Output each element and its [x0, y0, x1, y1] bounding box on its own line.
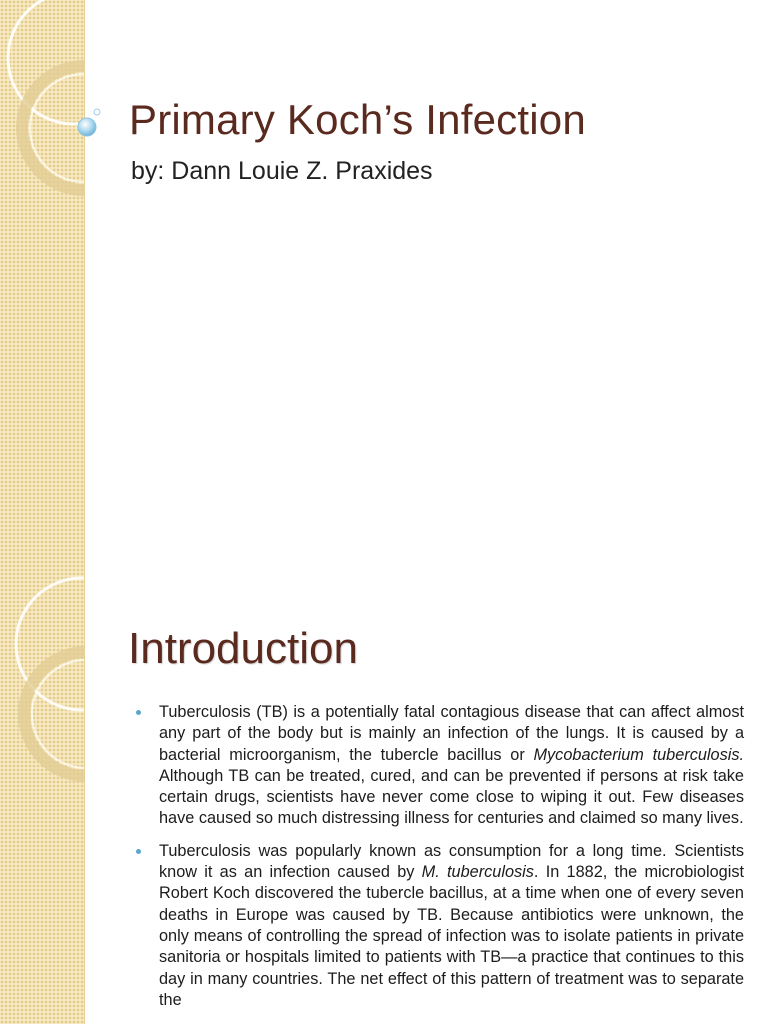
list-item [136, 841, 744, 1011]
decorative-band [0, 576, 85, 1024]
slide-introduction [0, 576, 768, 1024]
bullet-list [136, 702, 744, 1022]
bullet-icon [136, 849, 141, 854]
bullet-italic-text: M. tuberculosis [421, 863, 534, 882]
bullet-icon [136, 710, 141, 715]
page-title: Primary Koch’s Infection [129, 96, 586, 143]
list-item [136, 702, 744, 830]
bullet-italic-text: Mycobacterium tuberculosis. [533, 745, 744, 764]
author-subtitle: by: Dann Louie Z. Praxides [131, 157, 433, 185]
orb-icon [72, 104, 102, 144]
bullet-text: . In 1882, the microbiologist Robert Koch discovered the tubercle bacillus, at a time when one of every seven deaths in Europe was caused by TB. Because antibiotics were unknown, the only means of controlling the spread of infection was to isolate patients in private sanitoria or hospitals limited to patients with TB—a practice that continues to this day in many countries. The net effect of this pattern of treatment was to separate the [159, 863, 744, 1009]
bullet-text: Tuberculosis (TB) is a potentially fatal contagious disease that can affect almost any part of the body but is mainly an infection of the lungs. It is caused by a bacterial microorganism, the tubercle bacillus or [159, 703, 744, 764]
decorative-band [0, 0, 85, 576]
bullet-text: Although TB can be treated, cured, and can be prevented if persons at risk take certain drugs, scientists have never come close to wiping it out. Few diseases have caused so much distressing illness for centuries and claimed so many lives. [159, 766, 744, 828]
section-heading: Introduction [128, 624, 358, 673]
decorative-rings-icon [0, 0, 84, 576]
bullet-text: Tuberculosis was popularly known as consumption for a long time. Scientists know it as an infection caused by [159, 841, 744, 882]
decorative-rings-icon [0, 576, 84, 1024]
